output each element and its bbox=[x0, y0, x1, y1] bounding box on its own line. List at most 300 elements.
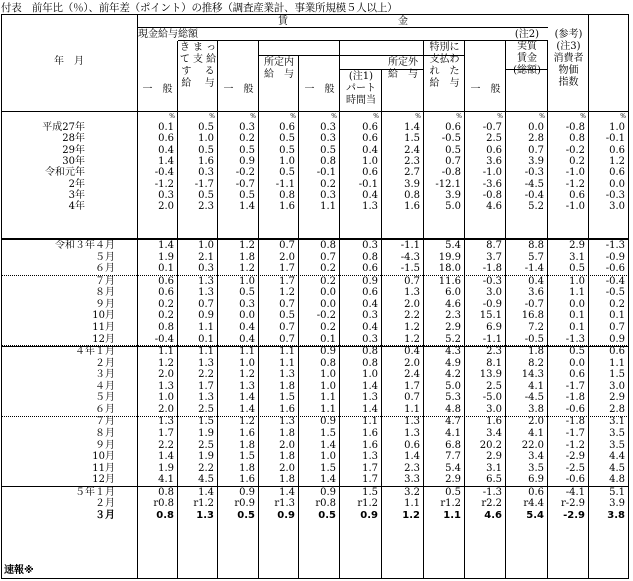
table-cell: 0.6 bbox=[158, 133, 174, 145]
table-cell: 1.9 bbox=[198, 428, 214, 439]
table-cell: 5.4 bbox=[526, 510, 544, 521]
table-cell: 3.0 bbox=[486, 287, 502, 299]
table-cell: 2.2 bbox=[158, 439, 174, 451]
table-cell: 2.5 bbox=[198, 439, 214, 451]
table-cell: 0.7 bbox=[609, 322, 625, 333]
table-cell: -1.4 bbox=[524, 263, 544, 275]
table-cell: 1.4 bbox=[158, 240, 174, 251]
column-header: (注2) 実質 賃金 (総額) bbox=[513, 29, 541, 76]
table-cell: 2.5 bbox=[198, 404, 214, 415]
table-cell: r0.8 bbox=[315, 498, 336, 510]
row-label: 3年 bbox=[68, 189, 85, 201]
table-cell: 2.0 bbox=[158, 369, 174, 381]
table-cell: 3.5 bbox=[609, 439, 625, 451]
column-header: 一 般 bbox=[223, 84, 254, 95]
table-cell: 0.5 bbox=[569, 263, 585, 275]
table-cell: -0.4 bbox=[605, 275, 625, 287]
total-cash-header: 現金給与総額 bbox=[138, 29, 198, 40]
table-cell: 8.2 bbox=[528, 357, 544, 369]
row-label: ５年１月 bbox=[75, 486, 115, 498]
table-cell: 5.7 bbox=[528, 251, 544, 263]
table-cell: 1.3 bbox=[279, 369, 295, 381]
table-cell: 0.7 bbox=[279, 322, 295, 333]
rule-bottom bbox=[1, 578, 629, 579]
table-cell: 1.3 bbox=[198, 357, 214, 369]
table-cell: -4.3 bbox=[400, 251, 420, 263]
table-cell: 1.9 bbox=[198, 451, 214, 463]
table-cell: -0.2 bbox=[316, 310, 336, 322]
table-cell: -1.7 bbox=[565, 380, 585, 392]
table-cell: 0.9 bbox=[239, 486, 255, 498]
table-cell: 7.7 bbox=[445, 451, 461, 463]
row-label: ５月 bbox=[95, 251, 115, 263]
table-cell: 1.5 bbox=[279, 392, 295, 404]
vline-12 bbox=[628, 14, 629, 579]
table-cell: 1.1 bbox=[279, 357, 295, 369]
table-cell: 1.8 bbox=[528, 346, 544, 357]
table-cell: -0.3 bbox=[524, 167, 544, 179]
table-cell: 0.0 bbox=[320, 287, 336, 299]
table-cell: 3.9 bbox=[404, 178, 420, 190]
table-cell: 1.2 bbox=[239, 263, 255, 275]
table-cell: 3.5 bbox=[528, 462, 544, 474]
row-label: 平成27年 bbox=[42, 122, 85, 133]
table-cell: 3.5 bbox=[609, 428, 625, 439]
table-cell: 2.0 bbox=[404, 357, 420, 369]
table-cell: 2.3 bbox=[404, 462, 420, 474]
table-cell: 0.5 bbox=[239, 144, 255, 156]
table-cell: 0.7 bbox=[445, 155, 461, 167]
table-cell: r0.9 bbox=[234, 498, 255, 510]
table-cell: -0.3 bbox=[605, 189, 625, 201]
unit-label: % bbox=[539, 113, 545, 120]
table-cell: 2.8 bbox=[609, 404, 625, 415]
table-cell: 5.2 bbox=[528, 201, 544, 213]
table-cell: 1.1 bbox=[320, 392, 336, 404]
table-cell: 4.9 bbox=[445, 357, 461, 369]
column-header: 一 般 bbox=[142, 84, 173, 95]
table-cell: r-2.9 bbox=[560, 498, 585, 510]
unit-label: % bbox=[580, 113, 586, 120]
table-cell: 0.5 bbox=[239, 287, 255, 299]
table-cell: -1.1 bbox=[400, 240, 420, 251]
table-cell: 0.5 bbox=[318, 510, 336, 521]
table-cell: -0.9 bbox=[482, 298, 502, 310]
table-cell: 1.0 bbox=[609, 122, 625, 133]
table-cell: 2.0 bbox=[158, 404, 174, 415]
table-cell: 13.9 bbox=[479, 369, 502, 381]
row-label: ６月 bbox=[95, 263, 115, 275]
table-cell: 1.0 bbox=[320, 380, 336, 392]
table-cell: 0.7 bbox=[528, 144, 544, 156]
table-cell: r0.8 bbox=[153, 498, 174, 510]
table-cell: 4.1 bbox=[158, 474, 174, 486]
table-cell: 4.2 bbox=[445, 369, 461, 381]
table-cell: 0.7 bbox=[279, 333, 295, 345]
table-cell: -0.8 bbox=[482, 189, 502, 201]
row-label: 28年 bbox=[62, 133, 85, 145]
row-label: ４年１月 bbox=[75, 346, 115, 357]
table-cell: 1.4 bbox=[158, 451, 174, 463]
table-cell: 0.5 bbox=[569, 346, 585, 357]
table-cell: 0.6 bbox=[158, 275, 174, 287]
table-cell: 5.3 bbox=[445, 392, 461, 404]
table-cell: 0.9 bbox=[320, 416, 336, 428]
table-cell: 1.3 bbox=[362, 201, 378, 213]
table-cell: 3.4 bbox=[528, 451, 544, 463]
table-cell: 0.8 bbox=[156, 510, 174, 521]
table-cell: -0.9 bbox=[605, 251, 625, 263]
table-cell: -1.0 bbox=[482, 167, 502, 179]
table-cell: 1.6 bbox=[486, 416, 502, 428]
column-header: (注1) パート 時間当 bbox=[346, 71, 376, 106]
table-cell: 2.0 bbox=[158, 201, 174, 213]
table-cell: 1.1 bbox=[569, 287, 585, 299]
table-cell: 0.8 bbox=[320, 357, 336, 369]
unit-label: % bbox=[169, 113, 175, 120]
preliminary-label: 速報※ bbox=[4, 565, 34, 576]
table-cell: 1.0 bbox=[198, 133, 214, 145]
table-caption: 付表 前年比（％）、前年差（ポイント）の推移（調査産業計、事業所規模５人以上） bbox=[1, 2, 398, 14]
rule-top bbox=[1, 14, 629, 15]
table-cell: 19.9 bbox=[438, 251, 461, 263]
table-cell: -1.2 bbox=[565, 178, 585, 190]
table-cell: 0.2 bbox=[158, 310, 174, 322]
table-cell: 0.4 bbox=[362, 298, 378, 310]
table-cell: 4.8 bbox=[609, 474, 625, 486]
unit-label: % bbox=[497, 113, 503, 120]
table-cell: 0.2 bbox=[569, 155, 585, 167]
table-cell: 0.6 bbox=[362, 287, 378, 299]
table-cell: 1.6 bbox=[279, 201, 295, 213]
table-cell: 0.9 bbox=[320, 486, 336, 498]
table-cell: 0.5 bbox=[445, 144, 461, 156]
table-cell: 0.4 bbox=[239, 322, 255, 333]
table-cell: 0.6 bbox=[609, 346, 625, 357]
table-cell: 0.2 bbox=[158, 298, 174, 310]
table-cell: -0.5 bbox=[524, 333, 544, 345]
table-cell: 0.5 bbox=[279, 133, 295, 145]
table-cell: 1.6 bbox=[239, 474, 255, 486]
table-cell: 0.1 bbox=[198, 333, 214, 345]
table-cell: 1.0 bbox=[239, 275, 255, 287]
table-cell: 1.8 bbox=[239, 251, 255, 263]
table-cell: 0.8 bbox=[362, 346, 378, 357]
table-cell: 1.1 bbox=[320, 201, 336, 213]
table-cell: 2.0 bbox=[279, 251, 295, 263]
table-cell: 0.9 bbox=[362, 275, 378, 287]
table-cell: 1.5 bbox=[320, 462, 336, 474]
table-cell: -0.5 bbox=[441, 133, 461, 145]
table-cell: 0.8 bbox=[158, 322, 174, 333]
table-cell: 1.8 bbox=[239, 462, 255, 474]
table-cell: 2.3 bbox=[404, 155, 420, 167]
table-cell: 1.4 bbox=[239, 201, 255, 213]
table-cell: 6.9 bbox=[486, 322, 502, 333]
table-cell: 1.7 bbox=[279, 275, 295, 287]
table-cell: 1.0 bbox=[320, 451, 336, 463]
table-cell: -0.4 bbox=[524, 189, 544, 201]
row-label: ４月 bbox=[95, 380, 115, 392]
table-cell: 1.4 bbox=[239, 404, 255, 415]
table-cell: -1.1 bbox=[482, 333, 502, 345]
table-cell: 1.5 bbox=[198, 416, 214, 428]
table-cell: 1.0 bbox=[198, 240, 214, 251]
table-cell: 0.9 bbox=[609, 333, 625, 345]
table-cell: 1.5 bbox=[362, 486, 378, 498]
table-cell: 0.8 bbox=[320, 155, 336, 167]
table-cell: 0.8 bbox=[279, 189, 295, 201]
table-cell: 0.6 bbox=[362, 133, 378, 145]
table-cell: 1.0 bbox=[362, 155, 378, 167]
table-cell: 22.0 bbox=[521, 439, 544, 451]
table-cell: 2.9 bbox=[609, 392, 625, 404]
table-cell: -1.8 bbox=[565, 392, 585, 404]
table-cell: 0.6 bbox=[279, 122, 295, 133]
table-cell: -2.5 bbox=[565, 462, 585, 474]
table-cell: 1.2 bbox=[404, 322, 420, 333]
column-header: 特別に 支払わ れ た 給 与 bbox=[429, 42, 460, 89]
table-cell: 0.9 bbox=[239, 155, 255, 167]
table-cell: 0.0 bbox=[320, 298, 336, 310]
table-cell: 2.9 bbox=[445, 322, 461, 333]
table-cell: 1.2 bbox=[402, 510, 420, 521]
table-cell: 1.0 bbox=[239, 357, 255, 369]
table-cell: 1.6 bbox=[362, 428, 378, 439]
table-cell: 5.1 bbox=[609, 486, 625, 498]
table-cell: -0.2 bbox=[565, 144, 585, 156]
table-cell: 1.1 bbox=[404, 498, 420, 510]
table-cell: -0.5 bbox=[605, 287, 625, 299]
row-label: ８月 bbox=[95, 287, 115, 299]
dotted-separator bbox=[1, 275, 629, 276]
table-cell: 0.5 bbox=[198, 122, 214, 133]
table-cell: 3.0 bbox=[609, 380, 625, 392]
column-header: 所定外 給 与 bbox=[388, 57, 418, 80]
table-cell: 4.4 bbox=[609, 451, 625, 463]
table-cell: 0.6 bbox=[486, 144, 502, 156]
table-cell: 18.0 bbox=[438, 263, 461, 275]
table-cell: 16.8 bbox=[521, 310, 544, 322]
table-cell: 0.3 bbox=[239, 298, 255, 310]
table-cell: 1.0 bbox=[279, 155, 295, 167]
table-cell: 0.1 bbox=[569, 310, 585, 322]
table-cell: 1.3 bbox=[196, 510, 214, 521]
table-cell: 0.3 bbox=[320, 133, 336, 145]
table-cell: -1.3 bbox=[565, 333, 585, 345]
table-cell: 0.2 bbox=[320, 275, 336, 287]
table-cell: -12.1 bbox=[435, 178, 461, 190]
table-cell: 1.3 bbox=[362, 392, 378, 404]
table-cell: 2.9 bbox=[486, 451, 502, 463]
table-cell: 0.0 bbox=[569, 357, 585, 369]
table-cell: r1.2 bbox=[193, 498, 214, 510]
table-cell: 3.1 bbox=[609, 416, 625, 428]
table-cell: -0.3 bbox=[482, 275, 502, 287]
row-label: 12月 bbox=[92, 474, 115, 486]
table-cell: 3.8 bbox=[528, 404, 544, 415]
unit-label: % bbox=[620, 113, 626, 120]
table-cell: 0.9 bbox=[198, 310, 214, 322]
table-cell: 3.6 bbox=[528, 287, 544, 299]
table-cell: 2.2 bbox=[404, 310, 420, 322]
table-cell: 4.6 bbox=[486, 201, 502, 213]
rule-wage-group bbox=[137, 27, 548, 28]
row-label: ９月 bbox=[95, 298, 115, 310]
table-cell: 5.2 bbox=[445, 333, 461, 345]
table-cell: r1.3 bbox=[274, 498, 295, 510]
table-cell: 0.9 bbox=[277, 510, 295, 521]
table-cell: 0.1 bbox=[320, 333, 336, 345]
table-cell: 2.5 bbox=[486, 133, 502, 145]
table-cell: -0.4 bbox=[154, 167, 174, 179]
table-cell: 0.3 bbox=[362, 310, 378, 322]
row-label: 12月 bbox=[92, 333, 115, 345]
table-cell: 2.2 bbox=[198, 462, 214, 474]
table-cell: 1.4 bbox=[320, 439, 336, 451]
column-header: 一 般 bbox=[304, 84, 335, 95]
table-cell: -1.2 bbox=[154, 178, 174, 190]
table-cell: -0.7 bbox=[482, 122, 502, 133]
table-cell: 1.6 bbox=[404, 201, 420, 213]
table-cell: 1.1 bbox=[404, 404, 420, 415]
table-cell: 0.2 bbox=[320, 322, 336, 333]
table-cell: 1.4 bbox=[320, 474, 336, 486]
table-cell: 1.4 bbox=[279, 486, 295, 498]
table-cell: 2.0 bbox=[528, 416, 544, 428]
row-label: 11月 bbox=[92, 462, 115, 474]
table-cell: 0.0 bbox=[528, 122, 544, 133]
table-cell: 1.3 bbox=[198, 287, 214, 299]
table-cell: 2.2 bbox=[198, 369, 214, 381]
table-cell: 1.8 bbox=[279, 428, 295, 439]
table-cell: 4.6 bbox=[445, 298, 461, 310]
table-cell: 0.2 bbox=[239, 133, 255, 145]
table-cell: 4.8 bbox=[445, 404, 461, 415]
table-cell: 0.4 bbox=[362, 322, 378, 333]
table-cell: -3.6 bbox=[482, 178, 502, 190]
row-label: 令和３年４月 bbox=[55, 240, 115, 251]
table-cell: 0.6 bbox=[445, 122, 461, 133]
table-cell: -1.3 bbox=[482, 486, 502, 498]
table-cell: 15.1 bbox=[479, 310, 502, 322]
table-cell: 4.1 bbox=[445, 428, 461, 439]
table-cell: 6.8 bbox=[445, 439, 461, 451]
table-cell: -2.9 bbox=[565, 451, 585, 463]
table-cell: 7.2 bbox=[528, 322, 544, 333]
table-cell: 0.6 bbox=[404, 439, 420, 451]
column-header: 所定内 給 与 bbox=[264, 57, 294, 80]
table-cell: 0.5 bbox=[445, 486, 461, 498]
table-cell: 1.2 bbox=[239, 416, 255, 428]
table-cell: 1.0 bbox=[320, 369, 336, 381]
row-label: 令和元年 bbox=[45, 167, 85, 179]
table-cell: 2.5 bbox=[486, 380, 502, 392]
table-cell: 3.9 bbox=[528, 155, 544, 167]
table-cell: -1.0 bbox=[565, 201, 585, 213]
unit-label: % bbox=[373, 113, 379, 120]
table-cell: 1.8 bbox=[239, 439, 255, 451]
table-cell: 1.6 bbox=[362, 439, 378, 451]
table-cell: 1.0 bbox=[362, 369, 378, 381]
table-cell: 6.0 bbox=[445, 287, 461, 299]
table-cell: 0.6 bbox=[362, 167, 378, 179]
table-cell: 0.5 bbox=[279, 310, 295, 322]
table-cell: -0.4 bbox=[154, 333, 174, 345]
table-cell: 1.1 bbox=[362, 416, 378, 428]
table-cell: 2.3 bbox=[198, 201, 214, 213]
table-cell: r1.2 bbox=[440, 498, 461, 510]
table-cell: 1.7 bbox=[158, 428, 174, 439]
table-cell: 4.7 bbox=[445, 416, 461, 428]
wage-group-header: 賃 金 bbox=[278, 16, 408, 27]
table-cell: 0.5 bbox=[279, 167, 295, 179]
table-cell: 4.3 bbox=[445, 346, 461, 357]
table-cell: 0.0 bbox=[569, 298, 585, 310]
table-cell: 0.3 bbox=[198, 167, 214, 179]
table-cell: 0.3 bbox=[239, 122, 255, 133]
row-label: 30年 bbox=[62, 155, 85, 167]
table-cell: 0.1 bbox=[158, 263, 174, 275]
table-cell: 3.9 bbox=[445, 189, 461, 201]
table-cell: 1.3 bbox=[198, 392, 214, 404]
table-cell: 1.9 bbox=[158, 462, 174, 474]
table-cell: 2.0 bbox=[404, 298, 420, 310]
table-cell: 1.2 bbox=[279, 287, 295, 299]
table-cell: 3.8 bbox=[607, 510, 625, 521]
table-cell: -1.8 bbox=[565, 416, 585, 428]
column-header: 一 般 bbox=[470, 84, 501, 95]
row-label: 2年 bbox=[68, 178, 85, 190]
table-cell: 1.2 bbox=[158, 357, 174, 369]
table-cell: 0.5 bbox=[279, 144, 295, 156]
table-cell: -5.0 bbox=[482, 392, 502, 404]
table-cell: 0.3 bbox=[320, 122, 336, 133]
row-label: ９月 bbox=[95, 439, 115, 451]
rule-header-bottom bbox=[1, 111, 629, 112]
unit-label: % bbox=[415, 113, 421, 120]
table-cell: 5.0 bbox=[445, 380, 461, 392]
table-cell: 0.5 bbox=[198, 189, 214, 201]
table-cell: -0.6 bbox=[565, 404, 585, 415]
table-cell: -1.2 bbox=[565, 439, 585, 451]
row-label: ２月 bbox=[95, 357, 115, 369]
table-cell: 1.3 bbox=[158, 380, 174, 392]
table-cell: -0.1 bbox=[316, 167, 336, 179]
table-cell: 1.2 bbox=[239, 369, 255, 381]
table-cell: -1.3 bbox=[605, 240, 625, 251]
row-label: ６月 bbox=[95, 404, 115, 415]
row-label: 29年 bbox=[62, 144, 85, 156]
table-cell: 0.9 bbox=[320, 346, 336, 357]
table-cell: 2.7 bbox=[404, 167, 420, 179]
table-cell: 0.7 bbox=[279, 240, 295, 251]
rule-year-5 bbox=[1, 486, 629, 487]
table-cell: 1.6 bbox=[198, 155, 214, 167]
table-cell: 3.1 bbox=[569, 251, 585, 263]
table-cell: r4.4 bbox=[523, 498, 544, 510]
table-cell: 1.5 bbox=[404, 133, 420, 145]
column-header: (参考) (注3) 消費者 物価 指数 bbox=[553, 29, 584, 88]
table-cell: -0.7 bbox=[235, 178, 255, 190]
table-cell: 0.4 bbox=[362, 144, 378, 156]
table-cell: 1.3 bbox=[404, 416, 420, 428]
table-cell: 1.6 bbox=[279, 404, 295, 415]
table-cell: 3.3 bbox=[404, 474, 420, 486]
table-cell: 0.3 bbox=[362, 333, 378, 345]
table-cell: 8.7 bbox=[486, 240, 502, 251]
table-cell: 0.6 bbox=[609, 167, 625, 179]
